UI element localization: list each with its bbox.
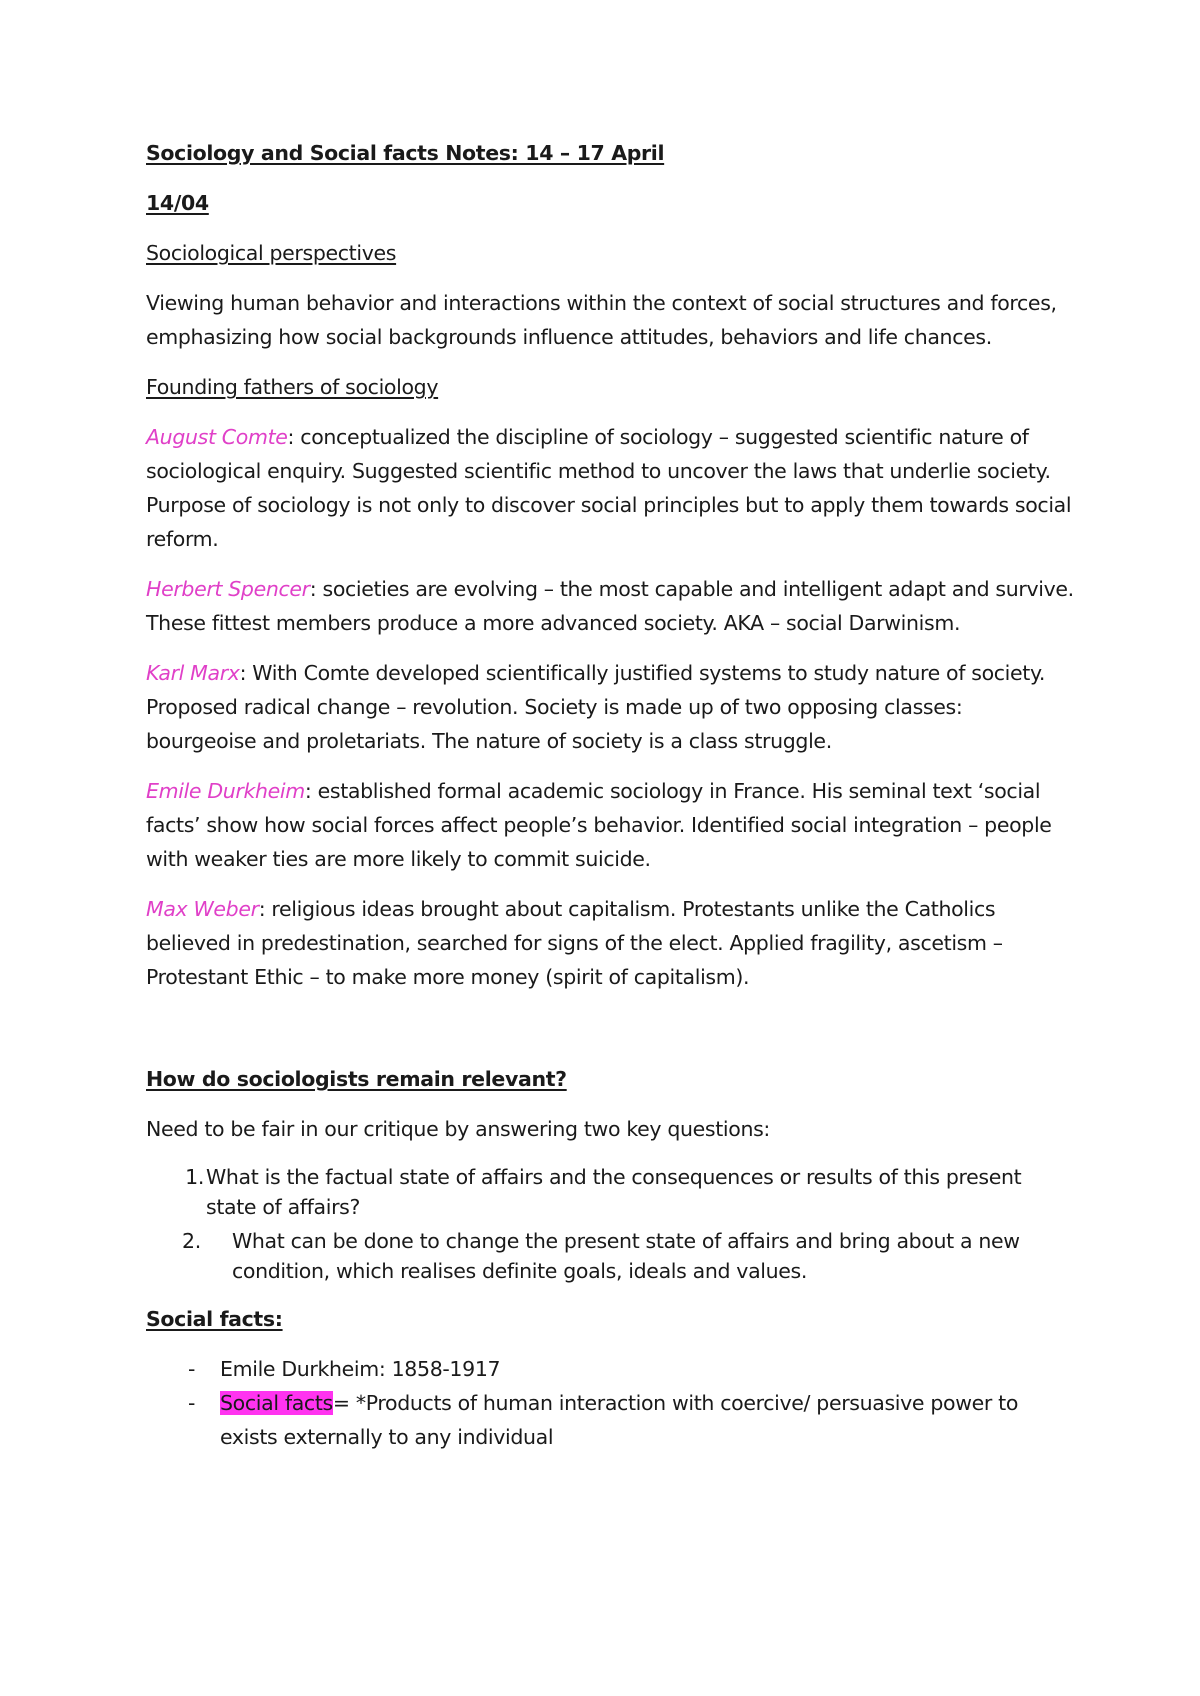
founder-entry-comte: [146, 420, 1076, 556]
founder-description: : religious ideas brought about capitalism. Protestants unlike the Catholics believed in predestination, searched for signs of the elect. Applied fragility, ascetism – Protestant Ethic – to make more money (spirit of capitalism).: [146, 897, 1003, 989]
questions-list: [146, 1162, 1076, 1286]
social-facts-list: [146, 1352, 1076, 1454]
date-heading: 14/04: [146, 191, 209, 215]
dash-bullet: -: [188, 1391, 196, 1415]
founder-description: : established formal academic sociology in France. His seminal text ‘social facts’ show how social forces affect people’s behavior. Identified social integration – people with weaker ties are more likely to commit suicide.: [146, 779, 1052, 871]
list-text: What is the factual state of affairs and the consequences or results of this present state of affairs?: [206, 1165, 1022, 1219]
document-page: [146, 136, 1076, 1454]
relevance-intro: Need to be fair in our critique by answering two key questions:: [146, 1117, 770, 1141]
founder-description: : With Comte developed scientifically justified systems to study nature of society. Proposed radical change – revolution. Society is made up of two opposing classes: bourgeoise and proletariats. The nature of society is a class struggle.: [146, 661, 1046, 753]
founder-entry-spencer: [146, 572, 1076, 640]
list-item: [146, 1386, 1076, 1454]
founder-entry-weber: [146, 892, 1076, 994]
highlighted-term: Social facts: [220, 1391, 333, 1415]
list-item: [146, 1226, 1076, 1286]
founder-name: Herbert Spencer: [146, 577, 310, 601]
founder-name: Karl Marx: [146, 661, 240, 685]
list-number: 2.: [182, 1229, 201, 1253]
founding-fathers-heading: Founding fathers of sociology: [146, 375, 439, 399]
spacer: [146, 1010, 1076, 1062]
list-item: [146, 1352, 1076, 1386]
founder-name: Emile Durkheim: [146, 779, 305, 803]
founder-name: Max Weber: [146, 897, 259, 921]
founder-entry-durkheim: [146, 774, 1076, 876]
relevance-heading: How do sociologists remain relevant?: [146, 1067, 567, 1091]
list-text-wrapper: [220, 1386, 1076, 1454]
list-text: What can be done to change the present state of affairs and bring about a new condition, which realises definite goals, ideals and values.: [232, 1229, 1020, 1283]
founder-description: : conceptualized the discipline of sociology – suggested scientific nature of sociological enquiry. Suggested scientific method to uncover the laws that underlie society. Purpose of sociology is not only to discover social principles but to apply them towards social reform.: [146, 425, 1072, 551]
list-text: = *Products of human interaction with coercive/ persuasive power to exists externally to any individual: [220, 1391, 1019, 1449]
list-item: [146, 1162, 1076, 1222]
social-facts-heading: Social facts:: [146, 1307, 283, 1331]
founder-name: August Comte: [146, 425, 288, 449]
founder-description: : societies are evolving – the most capable and intelligent adapt and survive. These fittest members produce a more advanced society. AKA – social Darwinism.: [146, 577, 1074, 635]
founder-entry-marx: [146, 656, 1076, 758]
document-title: Sociology and Social facts Notes: 14 – 17 April: [146, 141, 665, 165]
list-text: Emile Durkheim: 1858-1917: [220, 1357, 501, 1381]
list-number: 1.: [185, 1165, 204, 1189]
dash-bullet: -: [188, 1357, 196, 1381]
sociological-perspectives-text: Viewing human behavior and interactions within the context of social structures and forces, emphasizing how social backgrounds influence attitudes, behaviors and life chances.: [146, 291, 1057, 349]
sociological-perspectives-heading: Sociological perspectives: [146, 241, 397, 265]
